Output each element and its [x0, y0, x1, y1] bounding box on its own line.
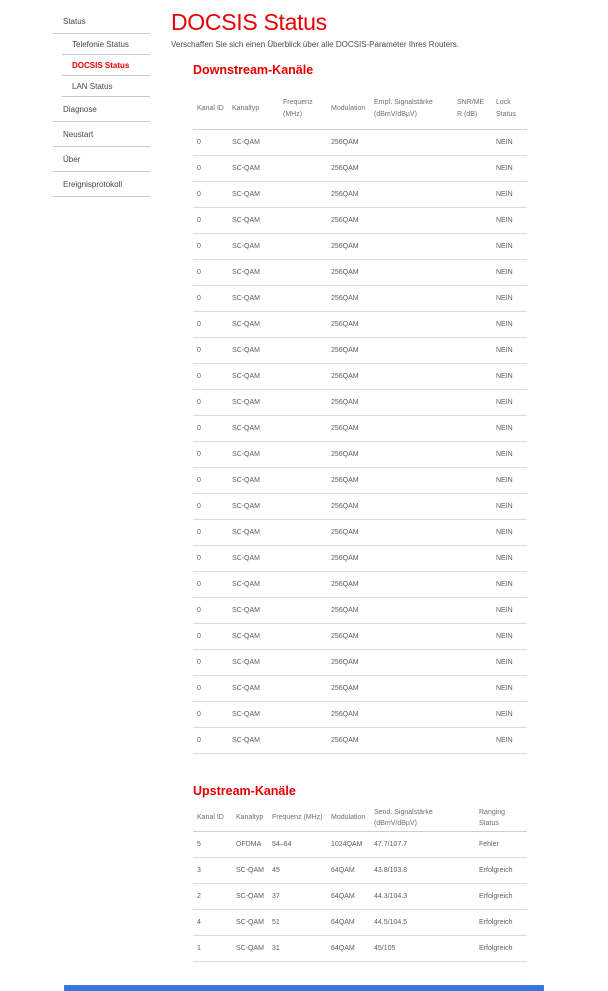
cell: SC-QAM — [232, 658, 260, 666]
cell: 256QAM — [331, 398, 359, 406]
cell: NEIN — [496, 710, 513, 718]
cell: 256QAM — [331, 268, 359, 276]
cell: NEIN — [496, 554, 513, 562]
cell: NEIN — [496, 736, 513, 744]
cell: 51 — [272, 918, 280, 926]
cell: NEIN — [496, 164, 513, 172]
cell: 0 — [197, 424, 201, 432]
cell: SC-QAM — [232, 450, 260, 458]
table-row — [193, 650, 527, 676]
table-row — [193, 910, 527, 936]
cell: NEIN — [496, 502, 513, 510]
cell: 0 — [197, 216, 201, 224]
cell: 64QAM — [331, 944, 355, 952]
sidebar-item-ueber[interactable]: Über — [53, 147, 150, 172]
column-header: Modulation — [331, 814, 366, 822]
cell: NEIN — [496, 216, 513, 224]
column-header: Send. Signalstärke (dBmV/dBµV) — [374, 808, 433, 828]
cell: 0 — [197, 580, 201, 588]
cell: 45/105 — [374, 944, 396, 952]
column-header: Lock Status — [496, 99, 516, 118]
table-row — [193, 260, 527, 286]
cell: 1024QAM — [331, 840, 363, 848]
cell: SC-QAM — [232, 216, 260, 224]
cell: 256QAM — [331, 190, 359, 198]
cell: SC-QAM — [232, 268, 260, 276]
table-row — [193, 468, 527, 494]
cell: 43.8/103.8 — [374, 866, 408, 874]
cell: 256QAM — [331, 658, 359, 666]
cell: 256QAM — [331, 424, 359, 432]
cell: 256QAM — [331, 502, 359, 510]
cell: SC-QAM — [236, 866, 264, 874]
cell: 64QAM — [331, 918, 355, 926]
cell: 0 — [197, 138, 201, 146]
cell: 0 — [197, 320, 201, 328]
cell: NEIN — [496, 398, 513, 406]
cell: SC-QAM — [236, 892, 264, 900]
cell: Fehler — [479, 840, 499, 848]
cell: 256QAM — [331, 580, 359, 588]
cell: 0 — [197, 476, 201, 484]
table-row — [193, 624, 527, 650]
cell: SC-QAM — [232, 606, 260, 614]
column-header: Kanaltyp — [232, 104, 260, 112]
page-description: Verschaffen Sie sich einen Überblick über alle DOCSIS-Parameter Ihres Routers. — [171, 40, 459, 49]
cell: NEIN — [496, 528, 513, 536]
cell: 256QAM — [331, 736, 359, 744]
cell: 54–64 — [272, 840, 292, 848]
cell: 256QAM — [331, 372, 359, 380]
sidebar-item-telefonie-status[interactable]: Telefonie Status — [62, 34, 150, 55]
cell: 0 — [197, 450, 201, 458]
cell: 0 — [197, 554, 201, 562]
cell: NEIN — [496, 138, 513, 146]
cell: 256QAM — [331, 216, 359, 224]
cell: SC-QAM — [232, 710, 260, 718]
cell: 0 — [197, 268, 201, 276]
cell: NEIN — [496, 294, 513, 302]
cell: 4 — [197, 918, 201, 926]
cell: 256QAM — [331, 164, 359, 172]
cell: 256QAM — [331, 138, 359, 146]
cell: 0 — [197, 294, 201, 302]
table-row — [193, 520, 527, 546]
cell: 47.7/107.7 — [374, 840, 408, 848]
cell: 0 — [197, 398, 201, 406]
cell: 44.3/104.3 — [374, 892, 408, 900]
cell: 256QAM — [331, 684, 359, 692]
table-row — [193, 858, 527, 884]
cell: 0 — [197, 346, 201, 354]
cell: SC-QAM — [236, 944, 264, 952]
cell: SC-QAM — [232, 242, 260, 250]
table-row — [193, 546, 527, 572]
cell: 0 — [197, 190, 201, 198]
cell: SC-QAM — [232, 476, 260, 484]
cell: 0 — [197, 242, 201, 250]
sidebar-item-status[interactable]: Status — [53, 9, 150, 34]
cell: 3 — [197, 866, 201, 874]
cell: Erfolgreich — [479, 892, 513, 900]
cell: Erfolgreich — [479, 918, 513, 926]
upstream-section — [193, 783, 527, 962]
table-header-row — [193, 805, 527, 832]
cell: SC-QAM — [232, 372, 260, 380]
cell: NEIN — [496, 580, 513, 588]
cell: SC-QAM — [232, 554, 260, 562]
cell: SC-QAM — [232, 164, 260, 172]
sidebar-item-lan-status[interactable]: LAN Status — [62, 76, 150, 97]
column-header: Kanal ID — [197, 814, 224, 822]
table-row — [193, 130, 527, 156]
cell: SC-QAM — [232, 502, 260, 510]
cell: NEIN — [496, 684, 513, 692]
table-row — [193, 676, 527, 702]
cell: SC-QAM — [232, 736, 260, 744]
cell: NEIN — [496, 606, 513, 614]
cell: NEIN — [496, 476, 513, 484]
cell: 0 — [197, 606, 201, 614]
cell: NEIN — [496, 268, 513, 276]
cell: NEIN — [496, 320, 513, 328]
cell: SC-QAM — [232, 346, 260, 354]
table-row — [193, 286, 527, 312]
table-row — [193, 182, 527, 208]
cell: NEIN — [496, 424, 513, 432]
table-row — [193, 598, 527, 624]
table-row — [193, 884, 527, 910]
cell: 256QAM — [331, 320, 359, 328]
cell: 0 — [197, 736, 201, 744]
cell: 1 — [197, 944, 201, 952]
table-row — [193, 572, 527, 598]
cell: Erfolgreich — [479, 866, 513, 874]
cell: 256QAM — [331, 606, 359, 614]
cell: NEIN — [496, 372, 513, 380]
cell: 44.5/104.5 — [374, 918, 408, 926]
cell: SC-QAM — [232, 424, 260, 432]
cell: 0 — [197, 528, 201, 536]
cell: 256QAM — [331, 476, 359, 484]
cell: SC-QAM — [232, 190, 260, 198]
sidebar-item-docsis-status[interactable]: DOCSIS Status — [62, 55, 150, 76]
table-row — [193, 728, 527, 754]
cell: NEIN — [496, 658, 513, 666]
cell: 64QAM — [331, 892, 355, 900]
upstream-heading: Upstream-Kanäle — [193, 784, 296, 798]
table-row — [193, 208, 527, 234]
cell: 0 — [197, 372, 201, 380]
cell: SC-QAM — [232, 684, 260, 692]
column-header: Kanaltyp — [236, 814, 264, 822]
cell: NEIN — [496, 450, 513, 458]
cell: 256QAM — [331, 450, 359, 458]
cell: SC-QAM — [232, 320, 260, 328]
cell: 0 — [197, 632, 201, 640]
cell: 0 — [197, 684, 201, 692]
table-header-row — [193, 88, 527, 130]
table-row — [193, 416, 527, 442]
downstream-table — [193, 88, 527, 754]
sidebar-item-diagnose[interactable]: Diagnose — [53, 97, 150, 122]
cell: 256QAM — [331, 294, 359, 302]
cell: 37 — [272, 892, 280, 900]
table-row — [193, 702, 527, 728]
column-header: Frequenz (MHz) — [283, 99, 313, 118]
cell: OFDMA — [236, 840, 262, 848]
column-header: Empf. Signalstärke (dBmV/dBµV) — [374, 99, 433, 118]
table-row — [193, 832, 527, 858]
cell: SC-QAM — [232, 398, 260, 406]
cell: 256QAM — [331, 346, 359, 354]
upstream-table — [193, 805, 527, 962]
cell: NEIN — [496, 346, 513, 354]
downstream-section — [193, 62, 527, 754]
cell: NEIN — [496, 242, 513, 250]
cell: 64QAM — [331, 866, 355, 874]
cell: SC-QAM — [236, 918, 264, 926]
sidebar — [53, 9, 150, 197]
table-row — [193, 364, 527, 390]
cell: 31 — [272, 944, 280, 952]
column-header: Kanal ID — [197, 104, 224, 112]
cell: 256QAM — [331, 528, 359, 536]
sidebar-item-ereignisprotokoll[interactable]: Ereignisprotokoll — [53, 172, 150, 197]
table-row — [193, 442, 527, 468]
column-header: Frequenz (MHz) — [272, 814, 323, 822]
horizontal-scrollbar[interactable] — [64, 985, 544, 991]
cell: SC-QAM — [232, 632, 260, 640]
cell: 256QAM — [331, 554, 359, 562]
table-row — [193, 312, 527, 338]
cell: 256QAM — [331, 632, 359, 640]
column-header: Ranging Status — [479, 808, 506, 828]
cell: 0 — [197, 164, 201, 172]
cell: NEIN — [496, 190, 513, 198]
cell: 2 — [197, 892, 201, 900]
table-row — [193, 156, 527, 182]
cell: SC-QAM — [232, 138, 260, 146]
cell: SC-QAM — [232, 528, 260, 536]
cell: 256QAM — [331, 242, 359, 250]
cell: SC-QAM — [232, 294, 260, 302]
cell: 0 — [197, 658, 201, 666]
cell: 256QAM — [331, 710, 359, 718]
cell: Erfolgreich — [479, 944, 513, 952]
table-row — [193, 936, 527, 962]
sidebar-item-neustart[interactable]: Neustart — [53, 122, 150, 147]
cell: 5 — [197, 840, 201, 848]
cell: 0 — [197, 502, 201, 510]
page-title: DOCSIS Status — [171, 9, 327, 35]
table-row — [193, 390, 527, 416]
table-row — [193, 338, 527, 364]
cell: 0 — [197, 710, 201, 718]
cell: 45 — [272, 866, 280, 874]
cell: NEIN — [496, 632, 513, 640]
column-header: SNR/MER (dB) — [457, 99, 485, 118]
downstream-heading: Downstream-Kanäle — [193, 63, 314, 77]
table-row — [193, 494, 527, 520]
column-header: Modulation — [331, 104, 366, 112]
table-row — [193, 234, 527, 260]
cell: SC-QAM — [232, 580, 260, 588]
